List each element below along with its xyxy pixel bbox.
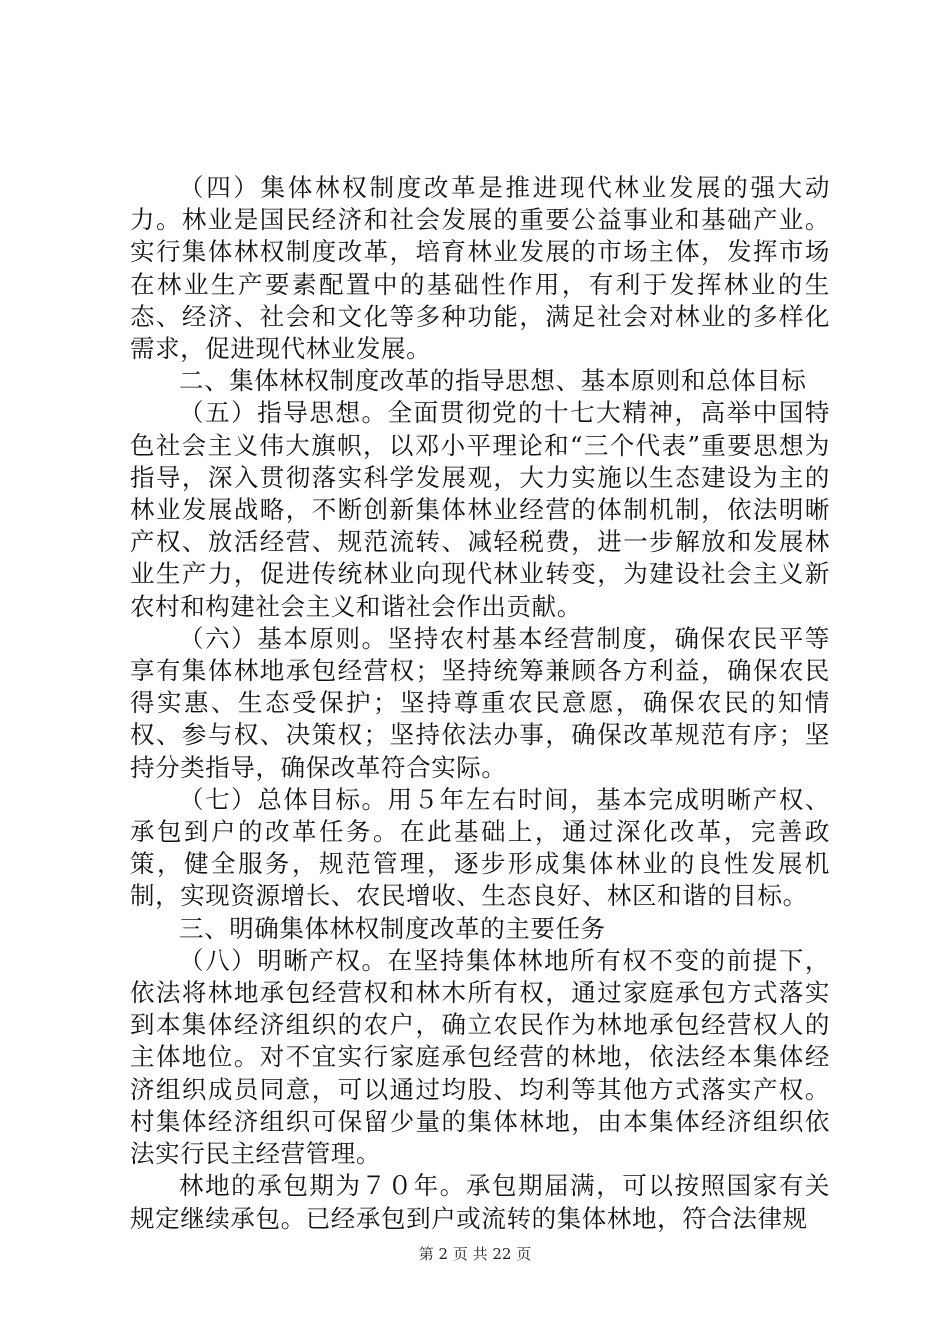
- paragraph-section-7: （七）总体目标。用５年左右时间，基本完成明晰产权、承包到户的改革任务。在此基础上，通过深化改革，完善政策，健全服务，规范管理，逐步形成集体林业的良性发展机制，实现资源增长、农民增收、生态良好、林区和谐的目标。: [130, 784, 830, 911]
- page-number-footer: 第 2 页 共 22 页: [418, 1245, 532, 1263]
- heading-section-2: 二、集体林权制度改革的指导思想、基本原则和总体目标: [179, 366, 807, 396]
- paragraph-section-5: （五）指导思想。全面贯彻党的十七大精神，高举中国特色社会主义伟大旗帜，以邓小平理论和“三个代表”重要思想为指导，深入贯彻落实科学发展观，大力实施以生态建设为主的林业发展战略，不断创新集体林业经营的体制机制，依法明晰产权、放活经营、规范流转、减轻税费，进一步解放和发展林业生产力，促进传统林业向现代林业转变，为建设社会主义新农村和构建社会主义和谐社会作出贡献。: [130, 398, 830, 621]
- paragraph-section-6: （六）基本原则。坚持农村基本经营制度，确保农民平等享有集体林地承包经营权；坚持统筹兼顾各方利益，确保农民得实惠、生态受保护；坚持尊重农民意愿，确保农民的知情权、参与权、决策权；坚持依法办事，确保改革规范有序；坚持分类指导，确保改革符合实际。: [130, 623, 830, 782]
- heading-section-3: 三、明确集体林权制度改革的主要任务: [179, 913, 606, 943]
- paragraph-contract-term: 林地的承包期为７０年。承包期届满，可以按照国家有关规定继续承包。已经承包到户或流转的集体林地，符合法律规: [130, 1171, 830, 1233]
- paragraph-section-8: （八）明晰产权。在坚持集体林地所有权不变的前提下，依法将林地承包经营权和林木所有权，通过家庭承包方式落实到本集体经济组织的农户，确立农民作为林地承包经营权人的主体地位。对不宜实行家庭承包经营的林地，依法经本集体经济组织成员同意，可以通过均股、均利等其他方式落实产权。村集体经济组织可保留少量的集体林地，由本集体经济组织依法实行民主经营管理。: [130, 945, 830, 1169]
- document-body: [130, 172, 830, 1235]
- paragraph-section-4: （四）集体林权制度改革是推进现代林业发展的强大动力。林业是国民经济和社会发展的重要公益事业和基础产业。实行集体林权制度改革，培育林业发展的市场主体，发挥市场在林业生产要素配置中的基础性作用，有利于发挥林业的生态、经济、社会和文化等多种功能，满足社会对林业的多样化需求，促进现代林业发展。: [130, 173, 830, 364]
